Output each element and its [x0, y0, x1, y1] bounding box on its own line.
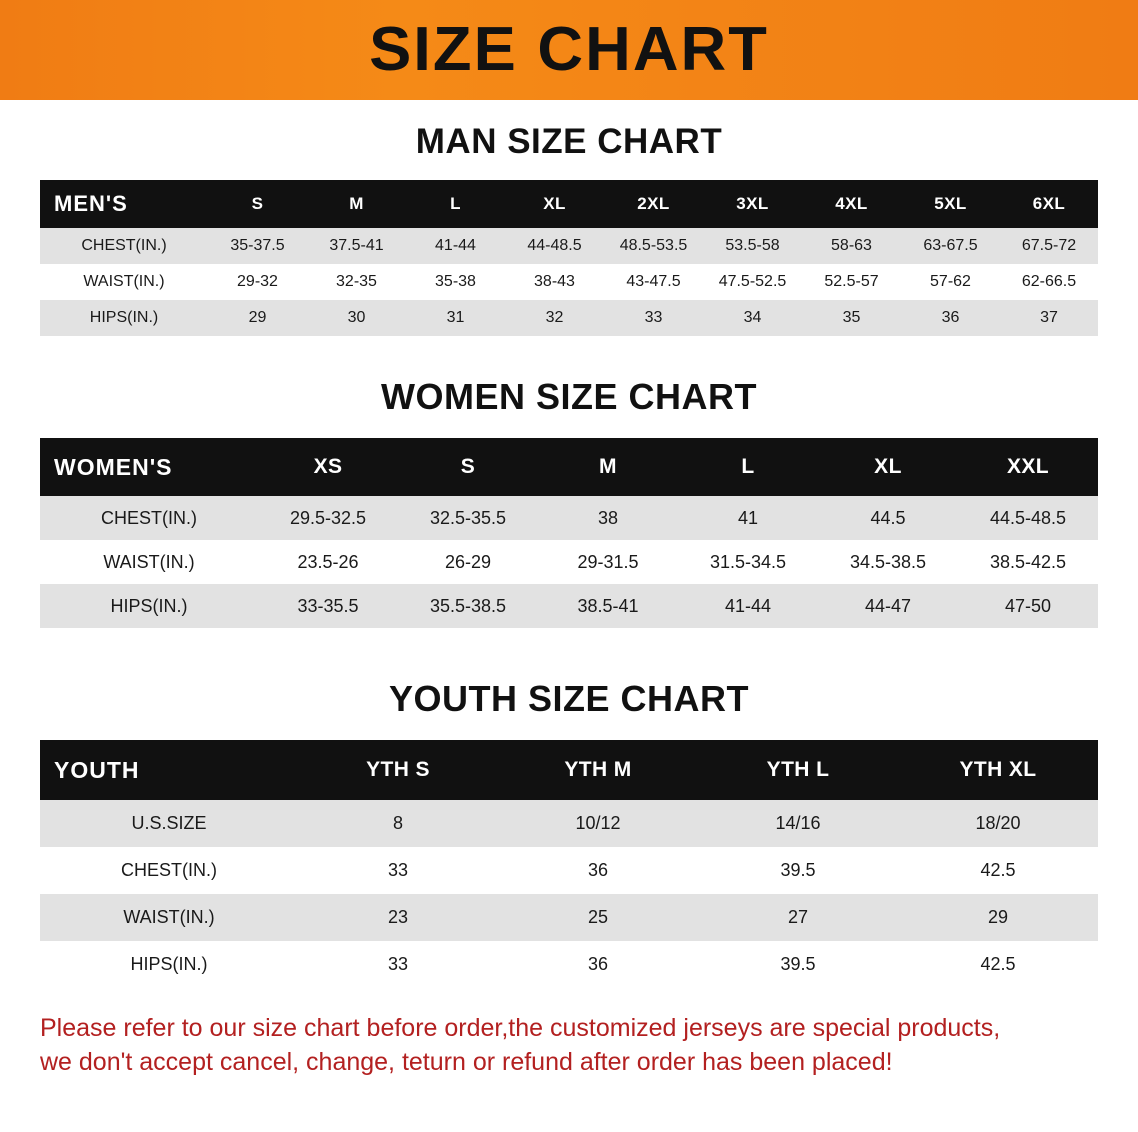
order-notice: [40, 1012, 1098, 1080]
women-row-label-1: WAIST(IN.): [40, 540, 258, 584]
women-cell-2-3: 41-44: [678, 584, 818, 628]
women-table-body: [40, 496, 1098, 628]
women-cell-1-5: 38.5-42.5: [958, 540, 1098, 584]
man-table-header: [40, 180, 1098, 228]
man-header-cell-2: M: [307, 180, 406, 228]
women-cell-0-4: 44.5: [818, 496, 958, 540]
man-header-cell-0: MEN'S: [40, 180, 208, 228]
women-section-title: WOMEN SIZE CHART: [381, 376, 757, 417]
table-row: [40, 300, 1098, 336]
youth-row-label-1: CHEST(IN.): [40, 847, 298, 894]
youth-header-cell-3: YTH L: [698, 740, 898, 800]
man-cell-2-6: 35: [802, 300, 901, 336]
women-cell-2-0: 33-35.5: [258, 584, 398, 628]
man-cell-2-8: 37: [1000, 300, 1098, 336]
man-cell-0-2: 41-44: [406, 228, 505, 264]
man-cell-2-1: 30: [307, 300, 406, 336]
notice-line-2: we don't accept cancel, change, teturn or refund after order has been placed!: [40, 1047, 893, 1076]
youth-cell-3-3: 42.5: [898, 941, 1098, 988]
women-cell-1-1: 26-29: [398, 540, 538, 584]
table-row: [40, 584, 1098, 628]
man-header-cell-7: 4XL: [802, 180, 901, 228]
youth-header-cell-0: YOUTH: [40, 740, 298, 800]
table-row: [40, 800, 1098, 847]
youth-cell-0-0: 8: [298, 800, 498, 847]
women-row-label-0: CHEST(IN.): [40, 496, 258, 540]
man-cell-1-1: 32-35: [307, 264, 406, 300]
women-table-header: [40, 438, 1098, 496]
table-header-row: [40, 180, 1098, 228]
women-table-wrap: [40, 438, 1098, 628]
man-cell-1-2: 35-38: [406, 264, 505, 300]
women-cell-1-3: 31.5-34.5: [678, 540, 818, 584]
women-header-cell-2: S: [398, 438, 538, 496]
youth-table-header: [40, 740, 1098, 800]
man-cell-0-0: 35-37.5: [208, 228, 307, 264]
youth-header-cell-4: YTH XL: [898, 740, 1098, 800]
man-header-cell-3: L: [406, 180, 505, 228]
table-row: [40, 540, 1098, 584]
man-cell-0-1: 37.5-41: [307, 228, 406, 264]
youth-cell-0-2: 14/16: [698, 800, 898, 847]
table-header-row: [40, 740, 1098, 800]
man-cell-1-6: 52.5-57: [802, 264, 901, 300]
man-header-cell-8: 5XL: [901, 180, 1000, 228]
women-cell-2-5: 47-50: [958, 584, 1098, 628]
youth-cell-1-3: 42.5: [898, 847, 1098, 894]
youth-cell-3-1: 36: [498, 941, 698, 988]
man-cell-2-2: 31: [406, 300, 505, 336]
women-header-cell-5: XL: [818, 438, 958, 496]
youth-size-table: [40, 740, 1098, 988]
man-header-cell-9: 6XL: [1000, 180, 1098, 228]
man-cell-0-6: 58-63: [802, 228, 901, 264]
table-row: [40, 941, 1098, 988]
man-cell-2-4: 33: [604, 300, 703, 336]
youth-section-title: YOUTH SIZE CHART: [388, 678, 749, 719]
man-header-cell-5: 2XL: [604, 180, 703, 228]
women-header-cell-3: M: [538, 438, 678, 496]
women-row-label-2: HIPS(IN.): [40, 584, 258, 628]
women-header-cell-1: XS: [258, 438, 398, 496]
youth-cell-0-1: 10/12: [498, 800, 698, 847]
women-size-table: [40, 438, 1098, 628]
youth-row-label-0: U.S.SIZE: [40, 800, 298, 847]
man-row-label-0: CHEST(IN.): [40, 228, 208, 264]
women-cell-2-4: 44-47: [818, 584, 958, 628]
man-header-cell-4: XL: [505, 180, 604, 228]
women-cell-2-1: 35.5-38.5: [398, 584, 538, 628]
man-cell-2-0: 29: [208, 300, 307, 336]
table-row: [40, 847, 1098, 894]
man-header-cell-6: 3XL: [703, 180, 802, 228]
women-header-cell-4: L: [678, 438, 818, 496]
man-cell-2-3: 32: [505, 300, 604, 336]
man-cell-1-8: 62-66.5: [1000, 264, 1098, 300]
youth-cell-3-0: 33: [298, 941, 498, 988]
women-cell-0-0: 29.5-32.5: [258, 496, 398, 540]
man-cell-1-5: 47.5-52.5: [703, 264, 802, 300]
man-header-cell-1: S: [208, 180, 307, 228]
youth-row-label-3: HIPS(IN.): [40, 941, 298, 988]
youth-header-cell-1: YTH S: [298, 740, 498, 800]
youth-header-cell-2: YTH M: [498, 740, 698, 800]
youth-row-label-2: WAIST(IN.): [40, 894, 298, 941]
man-cell-0-5: 53.5-58: [703, 228, 802, 264]
table-row: [40, 894, 1098, 941]
page-title: SIZE CHART: [369, 15, 769, 84]
youth-cell-2-0: 23: [298, 894, 498, 941]
table-row: [40, 228, 1098, 264]
man-cell-1-0: 29-32: [208, 264, 307, 300]
man-size-table: [40, 180, 1098, 336]
women-cell-0-5: 44.5-48.5: [958, 496, 1098, 540]
table-header-row: [40, 438, 1098, 496]
women-cell-0-2: 38: [538, 496, 678, 540]
youth-cell-2-2: 27: [698, 894, 898, 941]
man-cell-1-4: 43-47.5: [604, 264, 703, 300]
women-cell-1-0: 23.5-26: [258, 540, 398, 584]
youth-cell-1-0: 33: [298, 847, 498, 894]
man-cell-0-7: 63-67.5: [901, 228, 1000, 264]
youth-table-wrap: [40, 740, 1098, 988]
man-cell-2-5: 34: [703, 300, 802, 336]
man-cell-0-3: 44-48.5: [505, 228, 604, 264]
man-row-label-1: WAIST(IN.): [40, 264, 208, 300]
man-cell-1-3: 38-43: [505, 264, 604, 300]
man-table-wrap: [40, 180, 1098, 336]
table-row: [40, 496, 1098, 540]
youth-cell-1-2: 39.5: [698, 847, 898, 894]
man-cell-2-7: 36: [901, 300, 1000, 336]
man-section-title: MAN SIZE CHART: [415, 122, 723, 161]
women-header-cell-0: WOMEN'S: [40, 438, 258, 496]
banner: [0, 0, 1138, 100]
table-row: [40, 264, 1098, 300]
man-cell-0-4: 48.5-53.5: [604, 228, 703, 264]
women-header-cell-6: XXL: [958, 438, 1098, 496]
youth-table-body: [40, 800, 1098, 988]
man-cell-1-7: 57-62: [901, 264, 1000, 300]
man-table-body: [40, 228, 1098, 336]
youth-cell-0-3: 18/20: [898, 800, 1098, 847]
women-cell-0-3: 41: [678, 496, 818, 540]
man-cell-0-8: 67.5-72: [1000, 228, 1098, 264]
youth-cell-1-1: 36: [498, 847, 698, 894]
women-cell-0-1: 32.5-35.5: [398, 496, 538, 540]
youth-cell-2-1: 25: [498, 894, 698, 941]
man-row-label-2: HIPS(IN.): [40, 300, 208, 336]
notice-line-1: Please refer to our size chart before order,the customized jerseys are special products,: [40, 1014, 1001, 1042]
youth-cell-3-2: 39.5: [698, 941, 898, 988]
women-cell-1-4: 34.5-38.5: [818, 540, 958, 584]
youth-cell-2-3: 29: [898, 894, 1098, 941]
women-cell-2-2: 38.5-41: [538, 584, 678, 628]
women-cell-1-2: 29-31.5: [538, 540, 678, 584]
